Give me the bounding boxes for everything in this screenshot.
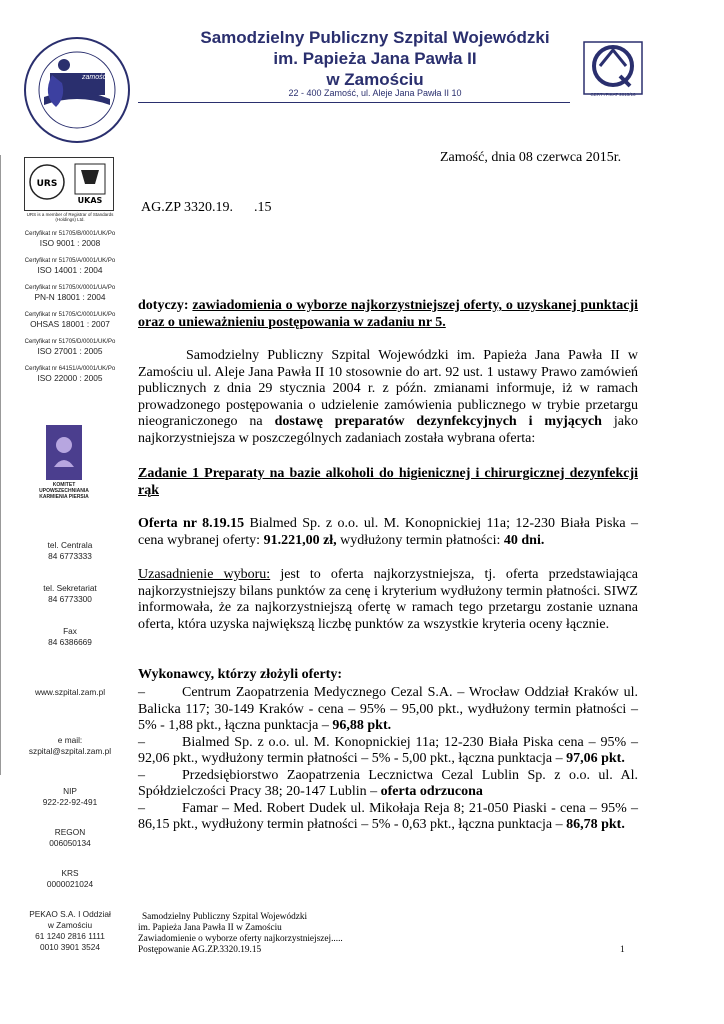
bidder-text: Przedsiębiorstwo Zaopatrzenia Lecznictwa Cezal Lublin Sp. z o.o. ul. Al. Spółdzielczości Pracy 38; 20-147 Lublin – — [138, 767, 638, 799]
urs-caption: URS is a member of Registrar of Standards (Holdings) Ltd. — [26, 212, 114, 222]
letter-date: Zamość, dnia 08 czerwca 2015r. — [440, 150, 622, 165]
nip-label: NIP — [63, 786, 77, 796]
header-title-line2: im. Papieża Jana Pawła II — [273, 49, 477, 68]
fax-label: Fax — [63, 626, 77, 636]
intro-paragraph — [138, 348, 638, 447]
header-title-line1: Samodzielny Publiczny Szpital Wojewódzki — [200, 28, 550, 47]
tel-centrala: 84 6773333 — [48, 551, 92, 561]
tel-sekretariat-label: tel. Sekretariat — [43, 583, 97, 593]
page-number: 1 — [620, 945, 625, 955]
bidder-item — [138, 801, 638, 834]
email-link[interactable]: szpital@szpital.zam.pl — [28, 746, 112, 756]
bullet-dash: – — [138, 685, 145, 700]
svg-text:URS: URS — [36, 179, 58, 189]
intro-text: Samodzielny Publiczny Szpital Wojewódzki im. Papieża Jana Pawła II w Zamościu ul. Aleje Jana Pawła II 10 stosownie do art. 92 ust. 1 ustawy Prawo zamówień publicznych z dnia 29 stycznia 2004 r. z późn. zmianami informuje, iż w ramach prowadzonego postępowania o udzielenie zamówienia publicznego w trybie przetargu nieograniczonego na — [138, 348, 638, 429]
cert-standard: PN-N 18001 : 2004 — [34, 292, 106, 302]
footer-line3: Zawiadomienie o wyborze oferty najkorzystniejszej..... — [138, 934, 343, 944]
cert-standard: OHSAS 18001 : 2007 — [30, 319, 110, 329]
subject-text: zawiadomienia o wyborze najkorzystniejszej oferty, o uzyskanej punktacji oraz o unieważnieniu postępowania w zadaniu nr 5. — [138, 298, 639, 330]
cert-number: Certyfikat nr 51705/C/0001/UK/Po — [24, 312, 116, 318]
tel-sekretariat: 84 6773300 — [48, 594, 92, 604]
bank-name: PEKAO S.A. I Oddział — [29, 909, 111, 919]
task-heading: Zadanie 1 Preparaty na bazie alkoholi do higienicznej i chirurgicznej dezynfekcji rąk — [138, 466, 638, 498]
offer-price: 91.221,00 zł, — [263, 532, 337, 548]
subject-label: dotyczy: — [138, 298, 189, 313]
cert-year-caption: CERTYFIKAT 2015/16 — [590, 92, 636, 97]
krs: 0000021024 — [46, 879, 94, 889]
komitet-logo — [46, 425, 82, 480]
email-label: e mail: — [57, 735, 83, 745]
justification-text: jest to oferta najkorzystniejsza, tj. oferta przedstawiająca najkorzystniejszy bilans punktów za cenę i kryterium wydłużony termin płatności. SIWZ informowała, że za najkorzystniejszą ofertę w ramach tego przetargu zostanie uznana oferta, która uzyska największą liczbę punktów za wszystkie kryteria oceny łącznie. — [138, 567, 639, 632]
komitet-label: KOMITET UPOWSZECHNIANIA KARMIENIA PIERSIA — [39, 482, 89, 500]
logo-city-text: zamość — [82, 74, 107, 81]
offer-text-2: wydłużony termin płatności: — [336, 532, 504, 548]
bidder-result: 96,88 pkt. — [332, 718, 392, 733]
footer-line4: Postępowanie AG.ZP.3320.19.15 — [138, 945, 262, 955]
bidder-item — [138, 768, 638, 801]
bidder-text: Bialmed Sp. z o.o. ul. M. Konopnickiej 11a; 12-230 Biała Piska cena – 95% – 92,06 pkt., wydłużony termin płatności – 5% - 5,00 pkt., łączna punktacja – — [138, 734, 638, 766]
cert-number: Certyfikat nr 51705/D/0001/UK/Po — [24, 339, 116, 345]
bidder-result: 86,78 pkt. — [566, 817, 625, 832]
bidder-item — [138, 685, 638, 735]
cert-standard: ISO 9001 : 2008 — [39, 238, 101, 248]
bank-account-line1: 61 1240 2816 1111 — [35, 931, 105, 941]
offer-number: Oferta nr 8.19.15 — [138, 516, 245, 531]
nip: 922-22-92-491 — [42, 797, 98, 807]
svg-text:UKAS: UKAS — [77, 196, 103, 205]
cert-standard: ISO 22000 : 2005 — [37, 373, 103, 383]
header-title-line3: w Zamościu — [326, 70, 424, 89]
bidder-item — [138, 735, 638, 768]
letter-reference: AG.ZP 3320.19. .15 — [141, 200, 272, 215]
bidder-result: oferta odrzucona — [380, 784, 483, 799]
tel-centrala-label: tel. Centrala — [47, 540, 93, 550]
offer-days: 40 dni. — [503, 532, 545, 548]
bank-account-line2: 0010 3901 3524 — [40, 942, 100, 952]
sidebar-divider — [0, 155, 1, 775]
cert-number: Certyfikat nr 64151/A/0001/UK/Po — [24, 366, 116, 372]
intro-bold: dostawę preparatów dezynfekcyjnych i myjących — [274, 414, 602, 429]
header-divider — [138, 102, 570, 103]
footer-line1: Samodzielny Publiczny Szpital Wojewódzki — [142, 912, 308, 922]
header-address: 22 - 400 Zamość, ul. Aleje Jana Pawła II 10 — [288, 88, 462, 98]
bidders-heading: Wykonawcy, którzy złożyli oferty: — [138, 667, 342, 682]
intro-text-end: jako najkorzystniejsza w poszczególnych zadaniach została wybrana oferta: — [138, 414, 638, 446]
krs-label: KRS — [61, 868, 79, 878]
quality-cert-logo — [582, 40, 644, 102]
hospital-logo — [22, 35, 132, 145]
offer-text: Bialmed Sp. z o.o. ul. M. Konopnickiej 11a; 12-230 Biała Piska – cena wybranej oferty: — [138, 516, 639, 548]
bullet-dash: – — [138, 767, 145, 783]
bank-city: w Zamościu — [47, 920, 93, 930]
bidder-text: Centrum Zaopatrzenia Medycznego Cezal S.A. – Wrocław Oddział Kraków ul. Balicka 117; 30-149 Kraków - cena – 95% – 95,00 pkt., wydłużony termin płatności – 5% - 1,88 pkt., łączna punktacja – — [138, 685, 638, 733]
cert-number: Certyfikat nr 51705/A/0001/UK/Po — [24, 258, 116, 264]
bidder-text: Famar – Med. Robert Dudek ul. Mikołaja Reja 8; 21-050 Piaski - cena – 95% – 86,15 pkt., wydłużony termin płatności – 5% - 0,63 pkt., łączna punktacja – — [138, 800, 638, 832]
bullet-dash: – — [138, 800, 145, 816]
cert-number: Certyfikat nr 51705/B/0001/UK/Po — [24, 231, 116, 237]
urs-ukas-logo — [24, 157, 114, 211]
bullet-dash: – — [138, 734, 145, 750]
selected-offer — [138, 516, 638, 549]
website-link[interactable]: www.szpital.zam.pl — [34, 687, 106, 697]
cert-number: Certyfikat nr 51705/X/0001/UA/Po — [24, 285, 116, 291]
bidder-result: 97,06 pkt. — [566, 751, 625, 766]
regon-label: REGON — [54, 827, 86, 837]
justification-label: Uzasadnienie wyboru: — [138, 567, 271, 582]
regon: 006050134 — [49, 838, 91, 848]
cert-standard: ISO 14001 : 2004 — [37, 265, 103, 275]
justification — [138, 567, 638, 633]
footer-line2: im. Papieża Jana Pawła II w Zamościu — [138, 923, 282, 933]
fax: 84 6386669 — [48, 637, 92, 647]
bidders-list — [138, 685, 638, 834]
cert-standard: ISO 27001 : 2005 — [37, 346, 103, 356]
subject — [138, 298, 638, 331]
